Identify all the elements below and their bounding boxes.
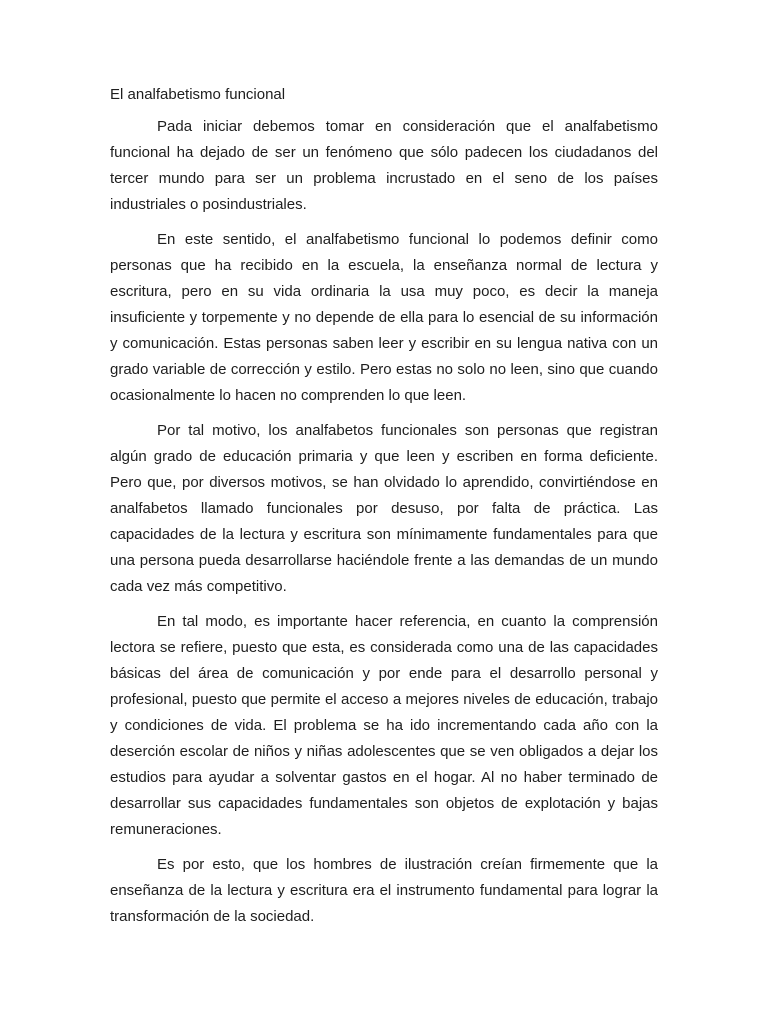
paragraph-4: En tal modo, es importante hacer referencia, en cuanto la comprensión lectora se refiere, puesto que esta, es considerada como una de las capacidades básicas del área de comunicación y por ende para el desarrollo personal y profesional, puesto que permite el acceso a mejores niveles de educación, trabajo y condiciones de vida. El problema se ha ido incrementando cada año con la deserción escolar de niños y niñas adolescentes que se ven obligados a dejar los estudios para ayudar a solventar gastos en el hogar. Al no haber terminado de desarrollar sus capacidades fundamentales son objetos de explotación y bajas remuneraciones.: [110, 613, 658, 838]
paragraph-1: Pada iniciar debemos tomar en consideración que el analfabetismo funcional ha dejado de ser un fenómeno que sólo padecen los ciudadanos del tercer mundo para ser un problema incrustado en el seno de los países industriales o posindustriales.: [110, 118, 658, 213]
document-body: [110, 82, 658, 939]
paragraph-3: Por tal motivo, los analfabetos funcionales son personas que registran algún grado de educación primaria y que leen y escriben en forma deficiente. Pero que, por diversos motivos, se han olvidado lo aprendido, convirtiéndose en analfabetos llamado funcionales por desuso, por falta de práctica. Las capacidades de la lectura y escritura son mínimamente fundamentales para que una persona pueda desarrollarse haciéndole frente a las demandas de un mundo cada vez más competitivo.: [110, 422, 658, 595]
paragraph-5: Es por esto, que los hombres de ilustración creían firmemente que la enseñanza de la lectura y escritura era el instrumento fundamental para lograr la transformación de la sociedad.: [110, 856, 658, 925]
document-title: El analfabetismo funcional: [110, 86, 286, 103]
paragraph-2: En este sentido, el analfabetismo funcional lo podemos definir como personas que ha recibido en la escuela, la enseñanza normal de lectura y escritura, pero en su vida ordinaria la usa muy poco, es decir la maneja insuficiente y torpemente y no depende de ella para lo esencial de su información y comunicación. Estas personas saben leer y escribir en su lengua nativa con un grado variable de corrección y estilo. Pero estas no solo no leen, sino que cuando ocasionalmente lo hacen no comprenden lo que leen.: [110, 231, 658, 404]
